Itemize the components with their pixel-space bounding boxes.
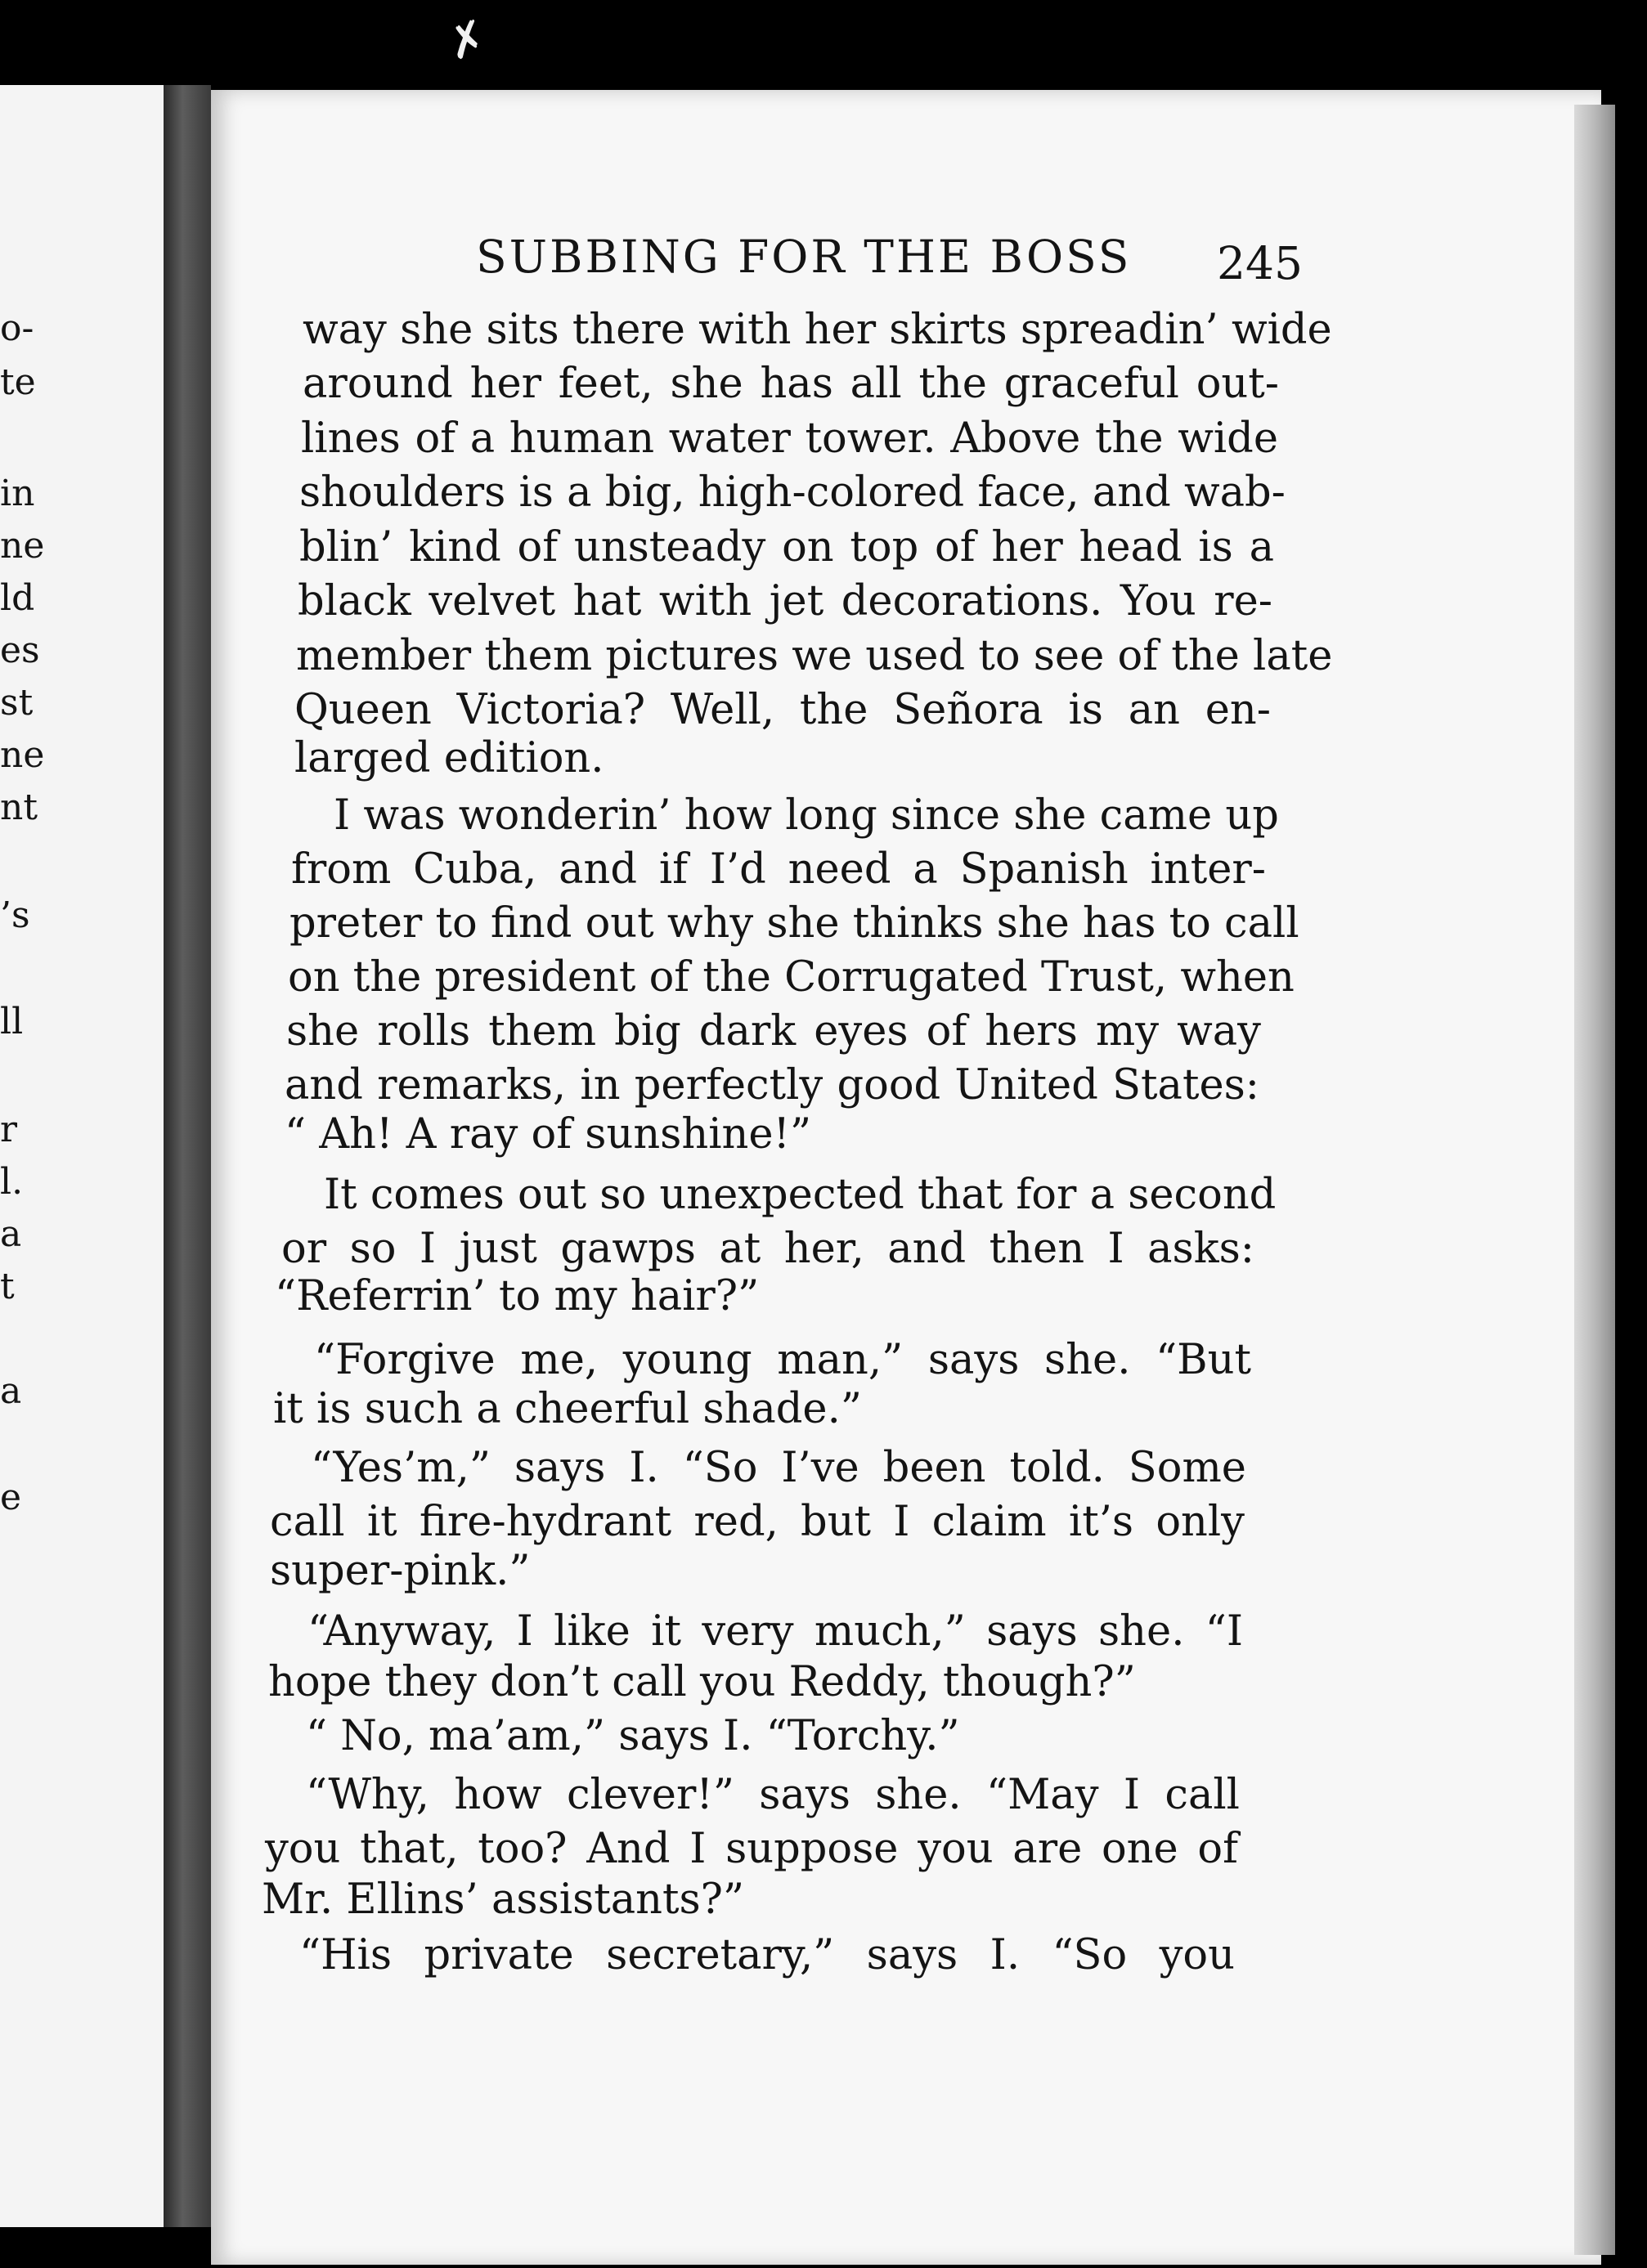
- text-line: “ Ah! A ray of sunshine!”: [285, 1110, 812, 1159]
- text-line: I was wonderin’ how long since she came up: [334, 791, 1279, 840]
- left-page-fragment: e: [0, 1477, 22, 1518]
- text-line: Mr. Ellins’ assistants?”: [262, 1876, 745, 1924]
- text-line: from Cuba, and if I’d need a Spanish inter-: [291, 845, 1266, 894]
- text-line: larged edition.: [294, 734, 604, 782]
- book-gutter: [164, 85, 211, 2227]
- text-line: or so I just gawps at her, and then I asks:: [281, 1225, 1254, 1273]
- text-line: “Referrin’ to my hair?”: [275, 1272, 760, 1320]
- text-line: preter to find out why she thinks she has to call: [289, 899, 1299, 948]
- text-line: she rolls them big dark eyes of hers my way: [286, 1007, 1261, 1056]
- left-page-fragment: ne: [0, 734, 45, 776]
- text-line: you that, too? And I suppose you are one of: [265, 1825, 1238, 1873]
- left-page-fragment: st: [0, 682, 34, 724]
- left-page-fragment: ll: [0, 1001, 24, 1042]
- text-line: “His private secretary,” says I. “So you: [299, 1931, 1235, 1979]
- left-page-fragment: te: [0, 361, 36, 403]
- left-page-fragment: ’s: [0, 894, 30, 936]
- facing-page-left: [0, 85, 176, 2227]
- left-page-fragment: a: [0, 1213, 22, 1255]
- left-page-fragment: ld: [0, 577, 35, 619]
- page-edge-shadow: [1574, 105, 1615, 2255]
- text-line: it is such a cheerful shade.”: [273, 1385, 862, 1433]
- left-page-fragment: o-: [0, 307, 34, 349]
- text-line: around her feet, she has all the graceful out-: [303, 360, 1279, 408]
- left-page-fragment: ne: [0, 525, 45, 567]
- text-line: black velvet hat with jet decorations. You re-: [298, 577, 1272, 625]
- text-line: “ No, ma’am,” says I. “Torchy.”: [306, 1712, 960, 1760]
- left-page-fragment: r: [0, 1109, 18, 1150]
- text-line: “Yes’m,” says I. “So I’ve been told. Some: [311, 1444, 1246, 1492]
- running-head: SUBBING FOR THE BOSS: [476, 231, 1132, 283]
- text-line: “Anyway, I like it very much,” says she. “I: [307, 1607, 1243, 1656]
- text-line: super-pink.”: [270, 1547, 531, 1595]
- page-number: 245: [1217, 237, 1303, 289]
- text-line: and remarks, in perfectly good United States:: [285, 1061, 1259, 1109]
- left-page-fragment: a: [0, 1370, 22, 1412]
- text-line: “Why, how clever!” says she. “May I call: [306, 1771, 1240, 1819]
- text-line: on the president of the Corrugated Trust, when: [288, 953, 1295, 1002]
- left-page-fragment: in: [0, 473, 35, 514]
- text-line: hope they don’t call you Reddy, though?”: [268, 1658, 1136, 1706]
- scan-scratch-mark: ✗: [440, 9, 494, 72]
- text-line: blin’ kind of unsteady on top of her head is a: [299, 523, 1274, 571]
- left-page-fragment: t: [0, 1266, 15, 1307]
- text-line: member them pictures we used to see of the late: [296, 632, 1333, 680]
- text-line: call it fire-hydrant red, but I claim it’s only: [270, 1498, 1245, 1546]
- text-line: way she sits there with her skirts spreadin’ wide: [303, 306, 1332, 354]
- left-page-fragment: es: [0, 630, 40, 671]
- text-line: shoulders is a big, high-colored face, and wab-: [299, 468, 1286, 517]
- text-line: It comes out so unexpected that for a second: [324, 1171, 1277, 1219]
- text-line: “Forgive me, young man,” says she. “But: [314, 1336, 1251, 1384]
- text-line: Queen Victoria? Well, the Señora is an en-: [294, 686, 1271, 734]
- left-page-fragment: nt: [0, 787, 38, 828]
- text-line: lines of a human water tower. Above the wide: [301, 415, 1278, 463]
- left-page-fragment: l.: [0, 1161, 24, 1203]
